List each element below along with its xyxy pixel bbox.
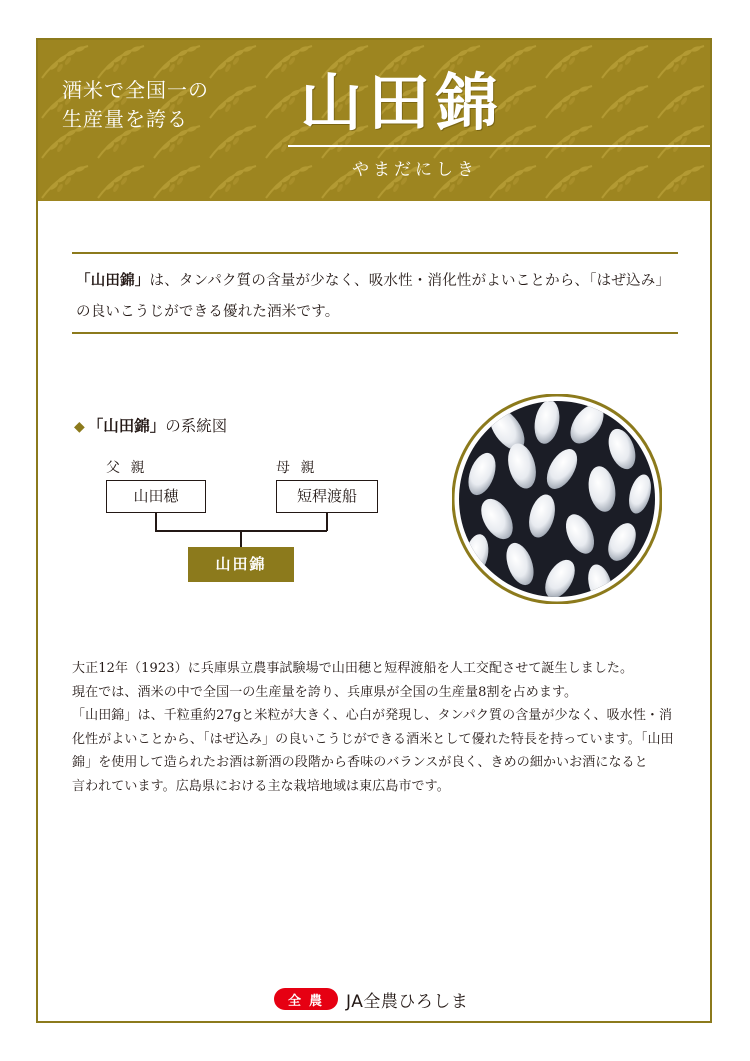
description-text (72, 657, 684, 798)
tagline (62, 76, 209, 134)
father-box: 山田穂 (106, 480, 206, 513)
ja-logo (274, 987, 468, 1011)
tagline-line-2: 生産量を誇る (62, 107, 188, 131)
title-underline (288, 145, 710, 147)
description-line: 錦」を使用して造られたお酒は新酒の段階から香味のバランスが良く、きめの細かいお酒になると (72, 755, 648, 770)
pedigree-heading-suffix: の系統図 (165, 417, 228, 435)
diamond-bullet-icon: ◆ (74, 419, 85, 435)
description-line: 化性がよいことから、「はぜ込み」の良いこうじができる酒米として優れた特長を持っています。「山田 (72, 731, 674, 747)
description-line: 現在では、酒米の中で全国一の生産量を誇り、兵庫県が全国の生産量8割を占めます。 (72, 684, 578, 700)
description-line: 「山田錦」は、千粒重約27gと米粒が大きく、心白が発現し、タンパク質の含量が少なく、吸水性・消 (72, 708, 673, 723)
father-label: 父 親 (106, 460, 148, 476)
mother-label: 母 親 (276, 460, 318, 476)
intro-text (76, 266, 678, 328)
pedigree-heading (74, 414, 227, 436)
tagline-line-1: 酒米で全国一の (62, 78, 209, 102)
mother-box: 短稈渡船 (276, 480, 378, 513)
intro-body: は、タンパク質の含量が少なく、吸水性・消化性がよいことから、「はぜ込み」の良いこうじができる優れた酒米です。 (76, 273, 671, 320)
page-title: 山田錦 (300, 66, 505, 139)
child-box: 山田錦 (188, 547, 294, 582)
page-frame (36, 38, 712, 1023)
father-connector (155, 513, 157, 531)
child-connector (240, 530, 242, 547)
title-reading: やまだにしき (352, 160, 478, 180)
description-line: 言われています。広島県における主な栽培地域は東広島市です。 (72, 778, 450, 794)
intro-name: 「山田錦」 (76, 273, 150, 289)
intro-box (72, 252, 678, 334)
rice-grain-photo (452, 394, 662, 604)
zennoh-mark-icon: 全農 (274, 988, 338, 1010)
title-banner (38, 40, 710, 201)
mother-connector (326, 513, 328, 531)
pedigree-heading-name: 「山田錦」 (87, 417, 166, 435)
description-line: 大正12年（1923）に兵庫県立農事試験場で山田穂と短稈渡船を人工交配させて誕生しました。 (72, 661, 634, 676)
logo-text: JA全農ひろしま (346, 991, 469, 1012)
